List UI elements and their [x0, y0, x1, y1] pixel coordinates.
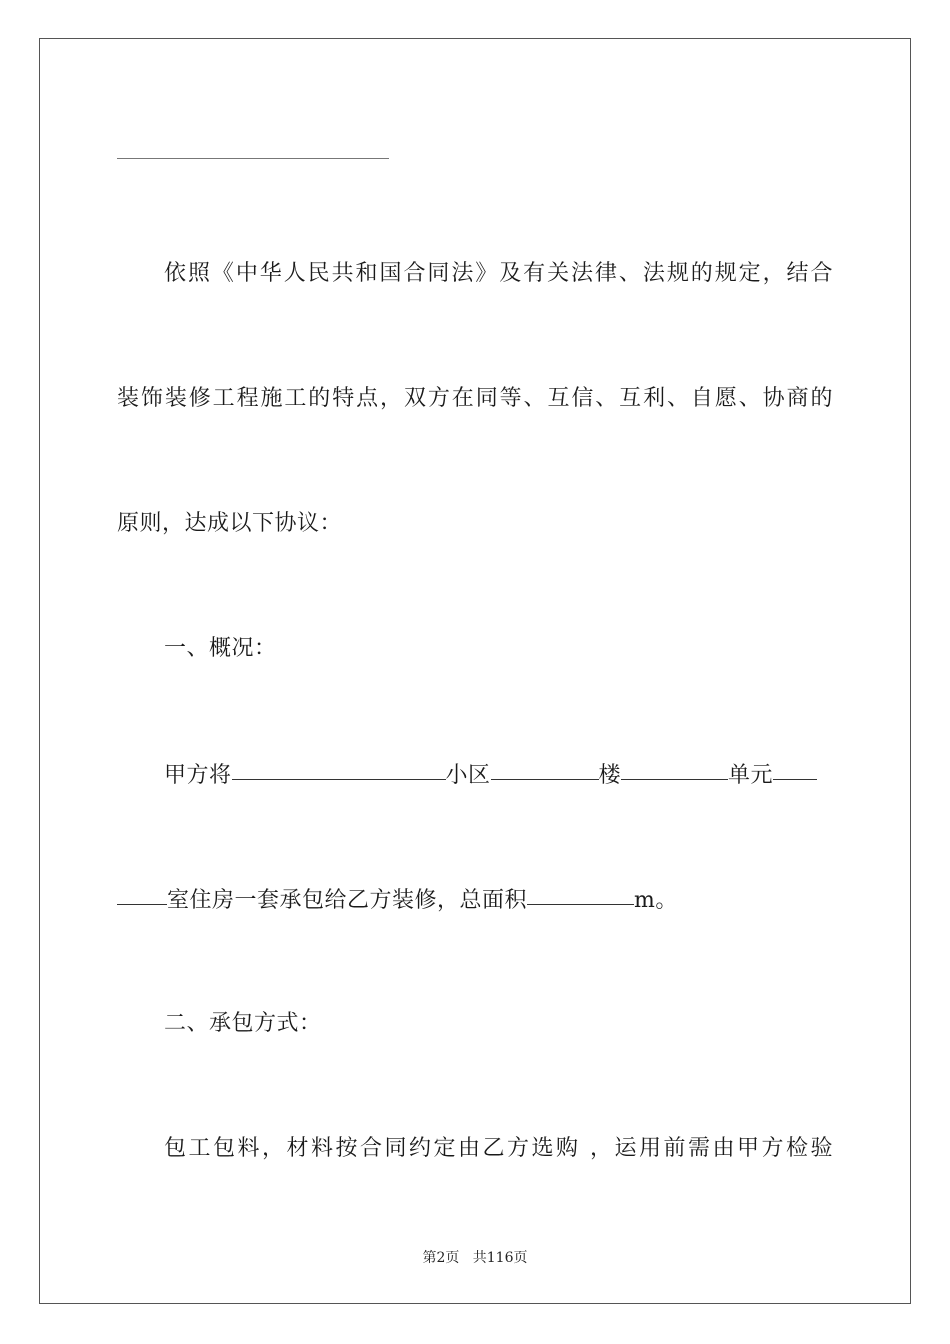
page-frame	[39, 38, 911, 1304]
blank-field[interactable]	[527, 882, 634, 905]
blank-field[interactable]	[773, 757, 817, 780]
blank-field[interactable]	[232, 757, 446, 780]
fill-in-line: 室住房一套承包给乙方装修，总面积 m。	[117, 884, 833, 916]
section-heading: 二、承包方式：	[164, 1011, 322, 1036]
fill-in-line: 甲方将 小区 楼 单元	[117, 759, 833, 791]
section-heading: 一、概况：	[164, 636, 277, 661]
page-total: 共116页	[472, 1250, 528, 1266]
page-number: 第2页	[422, 1250, 460, 1266]
page-footer	[0, 1247, 950, 1267]
header-blank-line	[117, 158, 389, 159]
paragraph-line: 原则，达成以下协议：	[117, 511, 343, 536]
paragraph-line: 依照《中华人民共和国合同法》及有关法律、法规的规定，结合	[164, 261, 833, 286]
blank-field[interactable]	[621, 757, 728, 780]
paragraph-line: 包工包料，材料按合同约定由乙方选购 ，运用前需由甲方检验	[164, 1136, 833, 1161]
blank-field[interactable]	[117, 882, 167, 905]
blank-field[interactable]	[491, 757, 599, 780]
paragraph-line: 装饰装修工程施工的特点，双方在同等、互信、互利、自愿、协商的	[117, 386, 833, 411]
